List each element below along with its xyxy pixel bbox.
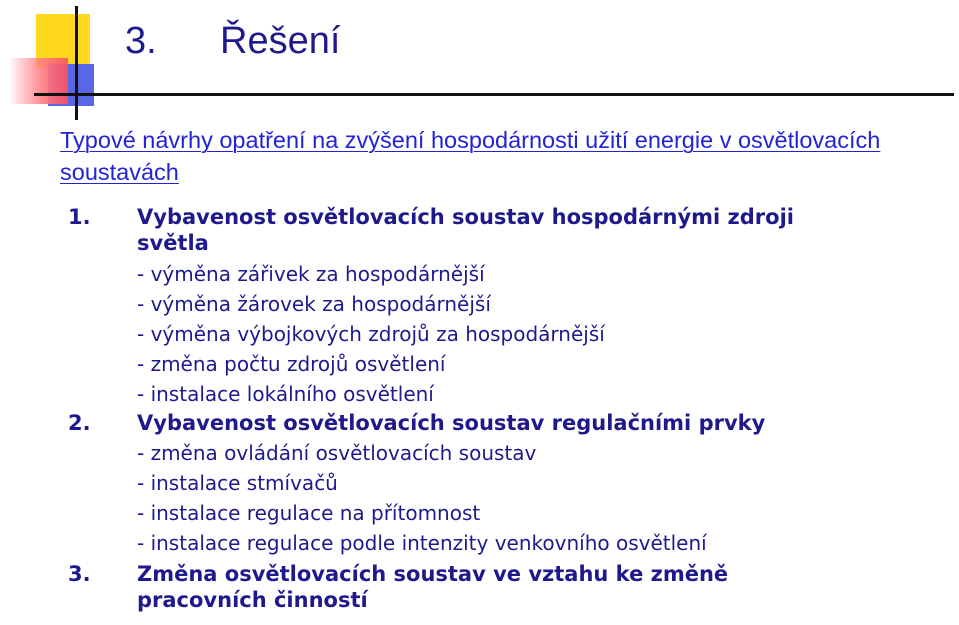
section-number: 1.	[68, 205, 91, 229]
list-item: - instalace regulace podle intenzity venkovního osvětlení	[137, 531, 707, 555]
slide-title: Řešení	[220, 20, 341, 62]
list-item: - výměna žárovek za hospodárnější	[137, 292, 491, 316]
section-items	[0, 259, 959, 409]
list-item: - změna ovládání osvětlovacích soustav	[137, 441, 537, 465]
section-number: 3.	[68, 562, 91, 586]
list-item: - výměna výbojkových zdrojů za hospodárnější	[137, 322, 605, 346]
list-item: - výměna zářivek za hospodárnější	[137, 262, 485, 286]
section-heading	[0, 204, 857, 256]
list-item: - instalace stmívačů	[137, 471, 338, 495]
section-title: Vybavenost osvětlovacích soustav regulačními prvky	[137, 411, 766, 435]
list-item: - instalace regulace na přítomnost	[137, 501, 481, 525]
section-2	[0, 410, 959, 558]
list-item: - instalace lokálního osvětlení	[137, 382, 434, 406]
decor-red-gradient	[8, 58, 68, 104]
section-3	[0, 561, 959, 613]
slide-number: 3.	[125, 20, 157, 62]
section-1	[0, 204, 959, 409]
section-title: Změna osvětlovacích soustav ve vztahu ke změně pracovních činností	[137, 562, 729, 612]
section-title: Vybavenost osvětlovacích soustav hospodárnými zdroji světla	[137, 205, 794, 255]
list-item: - změna počtu zdrojů osvětlení	[137, 352, 446, 376]
section-items	[0, 438, 959, 558]
slide-subtitle-link[interactable]: Typové návrhy opatření na zvýšení hospodárnosti užití energie v osvětlovacích soustavách	[60, 127, 881, 185]
decor-vertical-line	[75, 6, 78, 120]
title-underline-rule	[34, 93, 954, 96]
section-heading	[0, 410, 857, 436]
content-list	[0, 204, 959, 613]
section-heading	[0, 561, 857, 613]
section-number: 2.	[68, 411, 91, 435]
